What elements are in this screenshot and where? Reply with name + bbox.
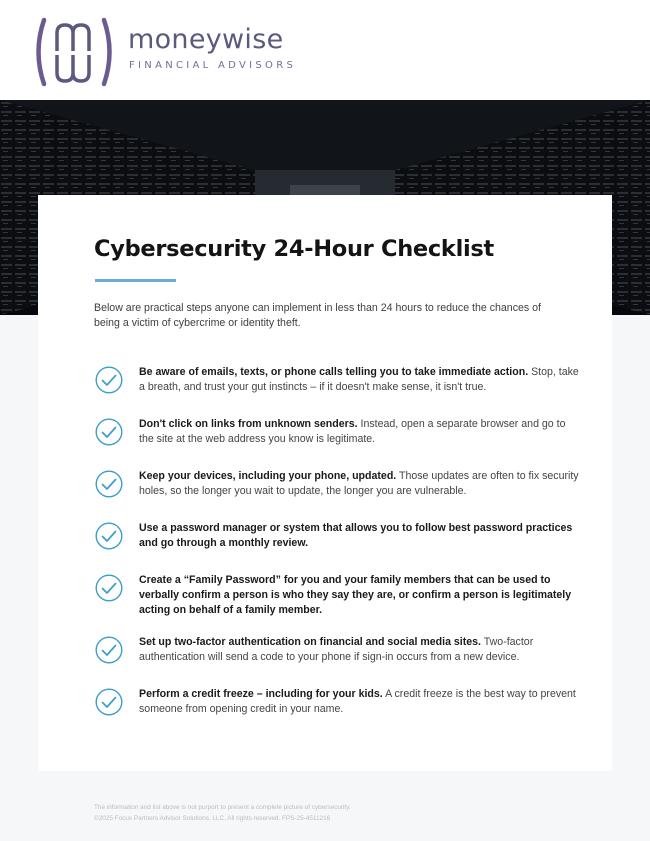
check-circle-icon <box>94 521 124 551</box>
title-underline <box>95 279 176 282</box>
intro-text: Below are practical steps anyone can implement in less than 24 hours to reduce the chances of being a victim of cybercrime or identity theft. <box>94 302 541 329</box>
item-text <box>139 417 579 447</box>
item-text <box>139 635 579 665</box>
item-heading: Keep your devices, including your phone, updated. <box>139 470 397 482</box>
item-text <box>139 573 579 618</box>
item-heading: Set up two-factor authentication on financial and social media sites. <box>139 636 482 648</box>
check-circle-icon <box>94 469 124 499</box>
check-circle-icon <box>94 417 124 447</box>
footer-copyright: ©2025 Focus Partners Advisor Solutions, LLC. All rights reserved. FPS-25-4511216 <box>94 815 331 822</box>
item-text <box>139 687 579 717</box>
header <box>0 0 650 100</box>
moneywise-logo-icon <box>34 14 114 90</box>
item-text <box>139 521 579 551</box>
check-circle-icon <box>94 635 124 665</box>
check-circle-icon <box>94 573 124 603</box>
item-detail: A credit freeze is the best way to prevent someone from opening credit in your name. <box>139 688 576 715</box>
item-detail: Those updates are often to fix security holes, so the longer you wait to update, the longer you are vulnerable. <box>139 470 579 497</box>
item-text <box>139 365 579 395</box>
check-circle-icon <box>94 365 124 395</box>
checklist-card <box>38 195 612 771</box>
item-heading: Perform a credit freeze – including for your kids. <box>139 688 383 700</box>
item-heading: Don't click on links from unknown senders. <box>139 418 358 430</box>
item-detail: Stop, take a breath, and trust your gut instincts – if it doesn't make sense, it isn't true. <box>139 366 579 393</box>
footer-disclaimer: The information and list above is not purport to present a complete picture of cybersecurity. <box>94 804 351 811</box>
item-heading: Be aware of emails, texts, or phone calls telling you to take immediate action. <box>139 366 529 378</box>
item-detail: Two-factor authentication will send a code to your phone if sign-in occurs from a new device. <box>139 636 534 663</box>
item-text <box>139 469 579 499</box>
item-heading: Use a password manager or system that allows you to follow best password practices and go through a monthly review. <box>139 522 573 549</box>
brand-name: moneywise <box>128 24 284 55</box>
footer <box>94 802 351 824</box>
check-circle-icon <box>94 687 124 717</box>
page-title: Cybersecurity 24-Hour Checklist <box>94 236 494 262</box>
brand-tagline: FINANCIAL ADVISORS <box>129 60 297 71</box>
item-heading: Create a “Family Password” for you and your family members that can be used to verbally confirm a person is who they say they are, or confirm a person is legitimately acting on behalf of a family member. <box>139 574 572 616</box>
item-detail: Instead, open a separate browser and go to the site at the web address you know is legitimate. <box>139 418 566 445</box>
